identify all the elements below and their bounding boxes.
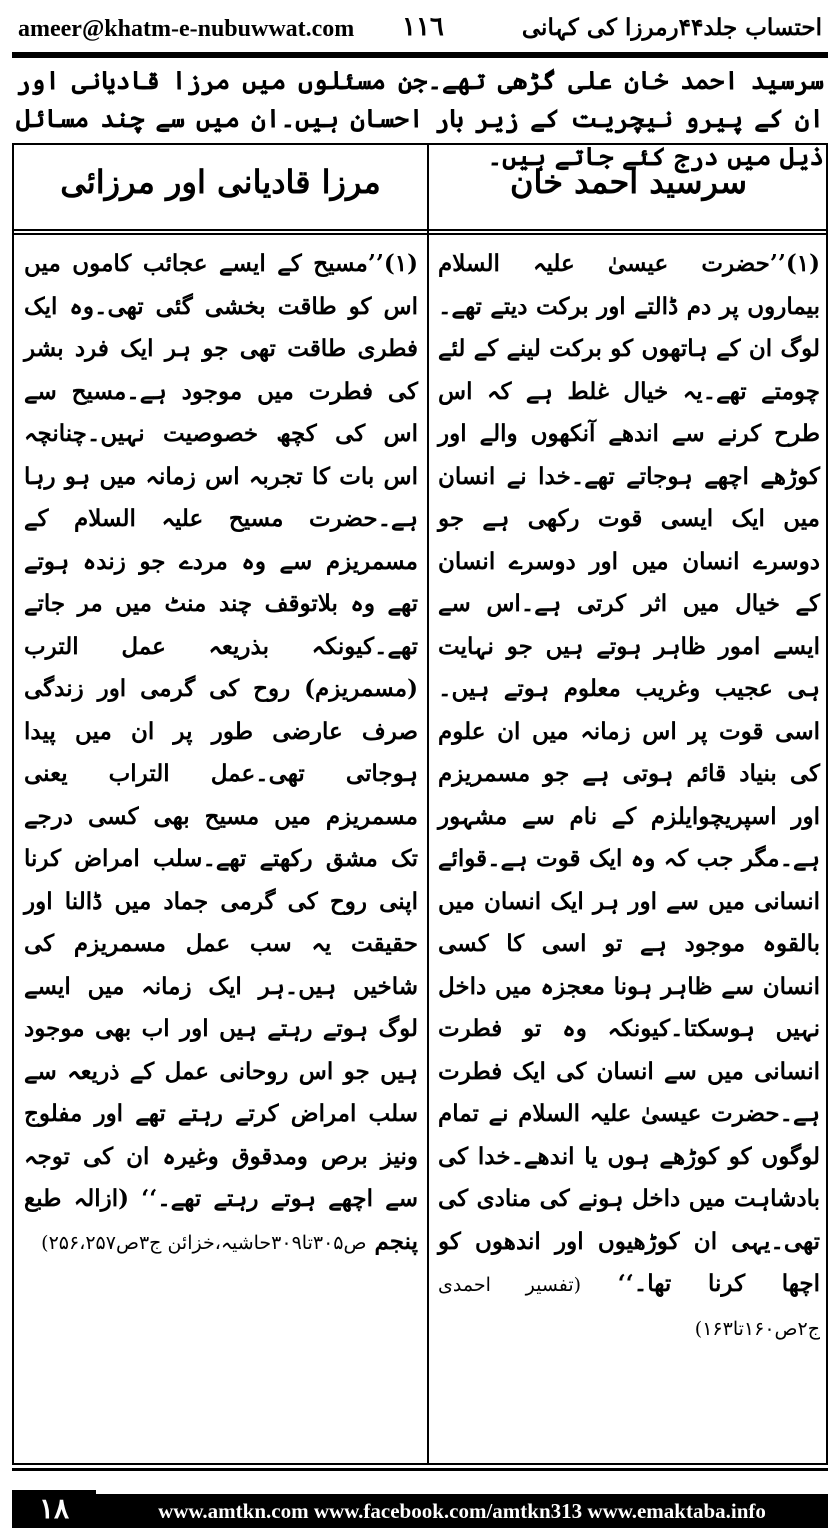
- cell-mirza-reference: ص۳۰۵تا۳۰۹حاشیہ،خزائن ج۳ص۲۵۶،۲۵۷): [41, 1231, 367, 1254]
- page-header: [12, 8, 828, 48]
- column-header-mirza: مرزا قادیانی اور مرزائی: [60, 163, 381, 201]
- comparison-table: [12, 143, 828, 1465]
- page-footer: [12, 1490, 828, 1530]
- cell-sir-syed-reference: (تفسیر احمدی ج۲ص۱۶۰تا۱۶۳): [438, 1274, 820, 1340]
- column-divider: [427, 145, 429, 1463]
- cell-mirza-text: (۱)’’مسیح کے ایسے عجائب کاموں میں اس کو طاقت بخشی گئی تھی۔وہ ایک فطری طاقت تھی جو ہر ایک فرد بشر کی فطرت میں موجود ہے۔مسیح سے اس کی کچھ خصوصیت نہیں۔چنانچہ اس بات کا تجربہ اس زمانہ میں ہو رہا ہے۔حضرت مسیح علیہ السلام کے مسمریزم سے وہ مردے جو زندہ ہوتے تھے وہ بلاتوقف چند منٹ میں مر جاتے تھے۔کیونکہ بذریعہ عمل الترب (مسمریزم) روح کی گرمی اور زندگی صرف عارضی طور پر ان میں پیدا ہوجاتی تھی۔عمل التراب یعنی مسمریزم میں مسیح بھی کسی درجے تک مشق رکھتے تھے۔سلب امراض کرنا اپنی روح کی گرمی جماد میں ڈالنا اور حقیقت یہ سب عمل مسمریزم کی شاخیں ہیں۔ہر ایک زمانہ میں ایسے لوگ ہوتے رہتے ہیں اور اب بھی موجود ہیں جو اس روحانی عمل کے ذریعہ سے سلب امراض کرتے رہتے تھے اور مفلوج ونیز برص ومدقوق وغیرہ ان کی توجہ سے اچھے ہوتے رہتے تھے۔‘‘ (ازالہ طبع پنجم: [24, 250, 418, 1255]
- footer-urls: www.amtkn.com www.facebook.com/amtkn313 www.emaktaba.info: [96, 1494, 828, 1528]
- header-rule: [12, 52, 828, 58]
- footer-rule: [12, 1468, 828, 1471]
- header-email: ameer@khatm-e-nubuwwat.com: [18, 16, 355, 42]
- column-header-sir-syed: سرسید احمد خان: [509, 163, 747, 201]
- footer-page-number: ۱۸: [12, 1490, 96, 1528]
- cell-mirza: [24, 243, 418, 1264]
- header-title: احتساب جلد۴۴رمرزا کی کہانی: [521, 14, 822, 41]
- intro-paragraph: سرسید احمد خان علی گڑھی تھے۔جن مسئلوں میں مرزا قادیانی اور ان کے پیرو نیچریت کے زیر بار احسان ہیں۔ان میں سے چند مسائل ذیل میں درج کئے جاتے ہیں۔: [16, 66, 824, 171]
- header-page-number: ١١٦: [402, 12, 444, 42]
- header-divider-double: [14, 233, 826, 235]
- cell-sir-syed-text: (۱)’’حضرت عیسیٰ علیہ السلام بیماروں پر دم ڈالتے اور برکت دیتے تھے۔لوگ ان کے ہاتھوں کو برکت لینے کے لئے چومتے تھے۔یہ خیال غلط ہے کہ اس طرح کرنے سے اندھے آنکھوں والے اور کوڑھے اچھے ہوجاتے تھے۔خدا نے انسان میں ایک ایسی قوت رکھی ہے جو دوسرے انسان میں اور دوسرے انسان کے خیال میں اثر کرتی ہے۔اس سے ایسے امور ظاہر ہوتے ہیں جو نہایت ہی عجیب وغریب معلوم ہوتے ہیں۔اسی قوت پر اس زمانہ میں ان علوم کی بنیاد قائم ہوتی ہے جو مسمریزم اور اسپریچوایلزم کے نام سے مشہور ہے۔مگر جب کہ وہ ایک قوت ہے۔قوائے انسانی میں سے اور ہر ایک انسان میں بالقوہ موجود ہے تو اسی کا کسی انسان سے ظاہر ہونا معجزہ میں داخل نہیں ہوسکتا۔کیونکہ وہ تو فطرت انسانی میں سے انسان کی ایک فطرت ہے۔حضرت عیسیٰ علیہ السلام نے تمام لوگوں کو کوڑھے ہوں یا اندھے۔خدا کی بادشاہت میں داخل ہونے کی منادی کی تھی۔یہی ان کوڑھیوں اور اندھوں کو اچھا کرنا تھا۔‘‘: [438, 250, 820, 1297]
- header-divider: [14, 229, 826, 231]
- cell-sir-syed: [438, 243, 820, 1350]
